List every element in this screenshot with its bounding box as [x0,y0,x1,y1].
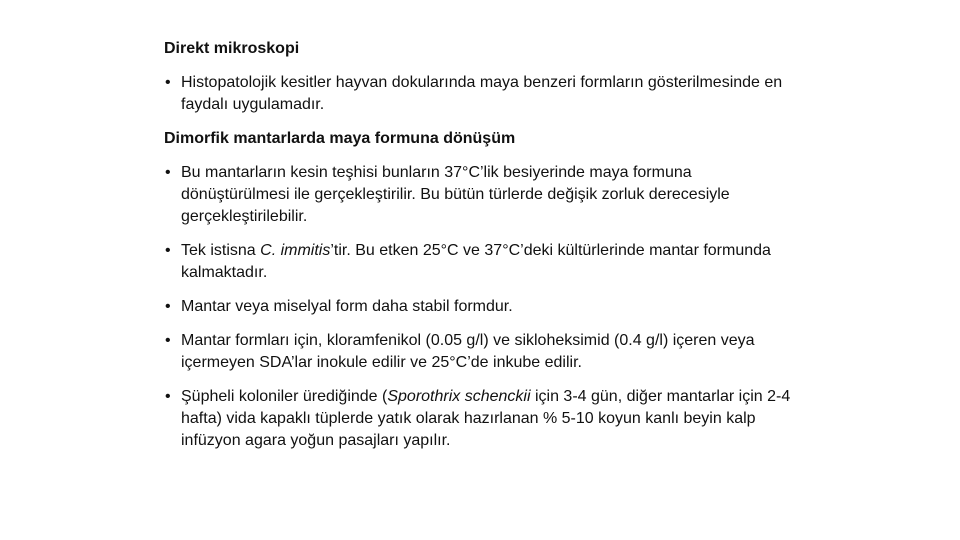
bullet-histopathology: • Histopatolojik kesitler hayvan dokularında maya benzeri formların gösterilmesinde en faydalı uygulamadır. [164,72,804,116]
bullet-exception-pre: Tek istisna [181,242,261,259]
heading-direct-microscopy: Direkt mikroskopi [164,40,300,57]
bullet-exception-post: ’tir. Bu etken 25°C ve 37°C’deki kültürlerinde mantar formunda kalmaktadır. [181,242,771,281]
heading-dimorphic-conversion: Dimorfik mantarlarda maya formuna dönüşüm [164,130,516,147]
species-sporothrix: Sporothrix schenckii [387,388,531,405]
bullet-mould-form: • Mantar veya miselyal form daha stabil formdur. [164,296,804,318]
bullet-suspect-post: için 3-4 gün, diğer mantarlar için 2-4 hafta) vida kapaklı tüplerde yatık olarak hazırlanan % 5-10 koyun kanlı beyin kalp infüzyon agara yoğun pasajları yapılır. [181,388,791,449]
bullet-sda-media: • Mantar formları için, kloramfenikol (0.05 g/l) ve sikloheksimid (0.4 g/l) içeren veya içermeyen SDA’lar inokule edilir ve 25°C’de inkube edilir. [164,330,804,374]
slide-content [164,38,804,464]
bullet-exception [164,240,804,284]
species-c-immitis: C. immitis [260,242,331,259]
bullet-suspect-pre: Şüpheli koloniler ürediğinde ( [181,388,388,405]
bullet-definitive-diagnosis: • Bu mantarların kesin teşhisi bunların 37°C’lik besiyerinde maya formuna dönüştürülmesi ile gerçekleştirilir. Bu bütün türlerde değişik zorluk derecesiyle gerçekleştirilebilir. [164,162,804,228]
bullet-suspect-colonies [164,386,804,452]
